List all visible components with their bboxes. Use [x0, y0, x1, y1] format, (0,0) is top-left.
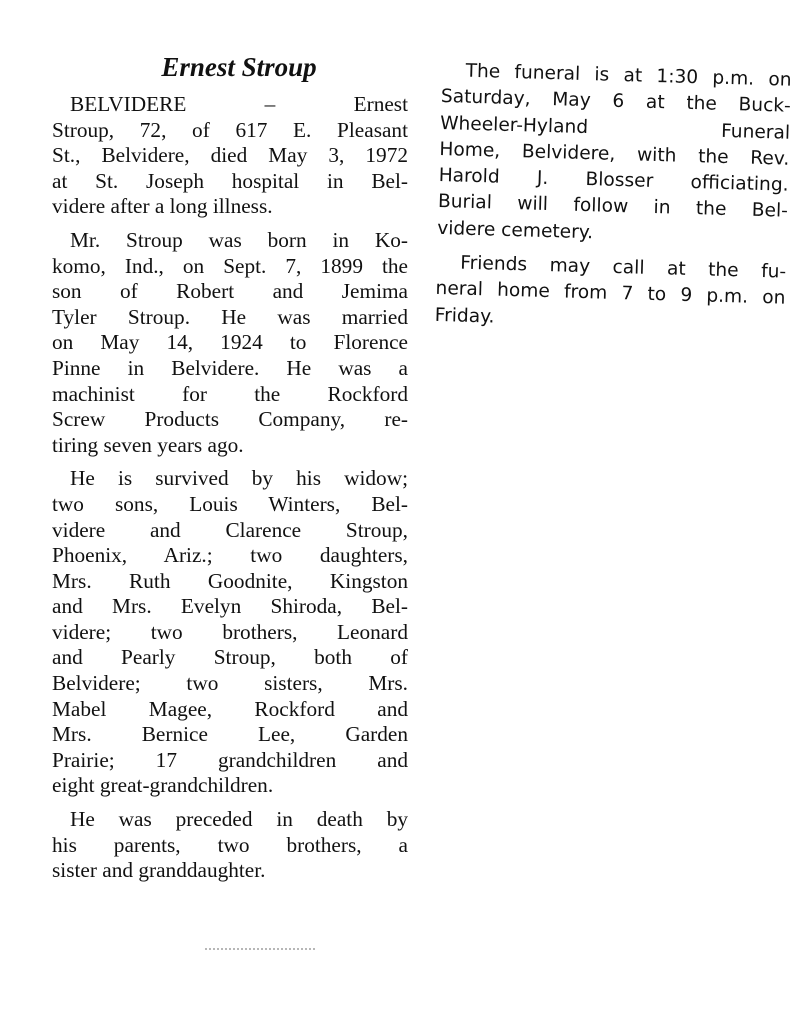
- text-line: Home, Belvidere, with the Rev.: [439, 138, 790, 170]
- text-line: Friday.: [434, 304, 495, 328]
- text-line: son of Robert and Jemima: [52, 279, 408, 304]
- text-line: and Mrs. Evelyn Shiroda, Bel-: [52, 594, 408, 619]
- text-line: Mrs. Bernice Lee, Garden: [52, 722, 408, 747]
- left-body: [52, 92, 408, 884]
- text-line: He is survived by his widow;: [70, 466, 408, 491]
- headline: Ernest Stroup: [161, 52, 317, 82]
- text-line: The funeral is at 1:30 p.m. on: [465, 60, 792, 91]
- text-line: komo, Ind., on Sept. 7, 1899 the: [52, 253, 408, 278]
- text-line: videre and Clarence Stroup,: [52, 517, 408, 542]
- left-column: [52, 50, 408, 892]
- left-paragraph-1: [52, 92, 408, 220]
- right-paragraph-1: [437, 58, 792, 252]
- text-line: Stroup, 72, of 617 E. Pleasant: [52, 117, 408, 142]
- text-line: Harold J. Blosser officiating.: [438, 165, 789, 196]
- left-paragraph-3: [52, 466, 408, 799]
- left-paragraph-4: [52, 807, 408, 884]
- left-paragraph-2: [52, 228, 408, 458]
- text-line: Friends may call at the fu-: [459, 252, 787, 283]
- right-body: [434, 58, 791, 339]
- text-line: Mr. Stroup was born in Ko-: [70, 227, 408, 252]
- text-line: Mabel Magee, Rockford and: [52, 696, 408, 721]
- text-line: machinist for the Rockford: [52, 381, 408, 406]
- text-line: Saturday, May 6 at the Buck-: [440, 86, 792, 118]
- text-line: videre after a long illness.: [52, 194, 273, 219]
- text-line: Mrs. Ruth Goodnite, Kingston: [52, 568, 408, 593]
- text-line: Pinne in Belvidere. He was a: [52, 355, 408, 380]
- text-line: his parents, two brothers, a: [52, 832, 408, 857]
- text-line: Prairie; 17 grandchildren and: [52, 747, 408, 772]
- text-line: two sons, Louis Winters, Bel-: [52, 491, 408, 516]
- text-line: on May 14, 1924 to Florence: [52, 330, 408, 355]
- text-line: eight great-grandchildren.: [52, 773, 274, 798]
- text-line: sister and granddaughter.: [52, 858, 266, 883]
- right-column: [434, 58, 792, 347]
- text-line: Wheeler-Hyland Funeral: [439, 112, 791, 144]
- text-line: tiring seven years ago.: [52, 432, 244, 457]
- text-line: videre cemetery.: [436, 217, 594, 244]
- clipping-edge-marks: [205, 948, 315, 958]
- text-line: Burial will follow in the Bel-: [437, 191, 789, 223]
- right-paragraph-2: [434, 250, 786, 339]
- text-line: Tyler Stroup. He was married: [52, 304, 408, 329]
- text-line: Phoenix, Ariz.; two daughters,: [52, 543, 408, 568]
- text-line: neral home from 7 to 9 p.m. on: [435, 278, 786, 310]
- text-line: Screw Products Company, re-: [52, 407, 408, 432]
- text-line: BELVIDERE – Ernest: [70, 92, 408, 116]
- text-line: videre; two brothers, Leonard: [52, 619, 408, 644]
- text-line: St., Belvidere, died May 3, 1972: [52, 143, 408, 168]
- text-line: Belvidere; two sisters, Mrs.: [52, 671, 408, 696]
- text-line: and Pearly Stroup, both of: [52, 645, 408, 670]
- text-line: He was preceded in death by: [70, 807, 408, 832]
- text-line: at St. Joseph hospital in Bel-: [52, 168, 408, 193]
